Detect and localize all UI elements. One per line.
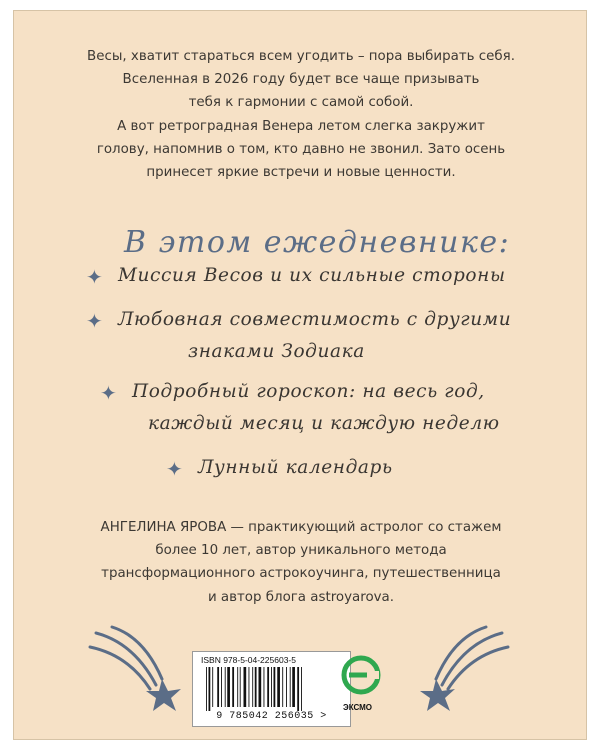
barcode-bar xyxy=(221,667,222,707)
barcode-bar xyxy=(264,667,265,707)
barcode-bar xyxy=(212,667,213,707)
intro-line: Вселенная в 2026 году будет все чаще призывать xyxy=(122,72,480,88)
author-line: и автор блога astroyarova. xyxy=(207,589,395,605)
list-item-continuation: знаками Зодиака xyxy=(188,341,365,362)
book-back-cover xyxy=(13,10,587,740)
barcode-digits: 9 785042 256035 > xyxy=(216,711,327,722)
isbn-barcode xyxy=(192,651,351,727)
list-item: Подробный гороскоп: на весь год, xyxy=(132,381,485,402)
contents-list xyxy=(14,11,587,511)
intro-line: голову, напомнив о том, кто давно не звонил. Зато осень xyxy=(96,141,506,157)
list-item: Лунный календарь xyxy=(198,457,393,478)
barcode-bar xyxy=(240,667,241,707)
barcode-bar xyxy=(290,667,291,707)
intro-line: Весы, хватит стараться всем угодить – пора выбирать себя. xyxy=(87,49,515,64)
barcode-bar xyxy=(227,667,230,707)
barcode-bar xyxy=(232,667,234,707)
barcode-bar xyxy=(297,667,299,711)
barcode-bar xyxy=(244,667,247,707)
list-item: Миссия Весов и их сильные стороны xyxy=(118,265,506,286)
barcode-bar xyxy=(274,667,276,707)
contents-heading: В этом ежедневнике: xyxy=(124,225,511,260)
barcode-bar xyxy=(217,667,219,707)
barcode-bar xyxy=(206,667,207,711)
author-line: более 10 лет, автор уникального метода xyxy=(155,543,447,559)
barcode-bar xyxy=(271,667,272,707)
four-point-star-icon: ✦ xyxy=(100,381,118,405)
four-point-star-icon: ✦ xyxy=(86,265,104,289)
shooting-star-right-icon xyxy=(394,623,514,723)
intro-line: принесет яркие встречи и новые ценности. xyxy=(146,165,456,181)
barcode-bar xyxy=(225,667,226,707)
eksmo-logo xyxy=(341,653,381,727)
four-point-star-icon: ✦ xyxy=(86,309,104,333)
shooting-star-left-icon xyxy=(84,623,204,723)
barcode-bar xyxy=(255,667,257,707)
barcode-bar xyxy=(292,667,295,707)
author-bio xyxy=(14,516,587,609)
list-item-continuation: каждый месяц и каждую неделю xyxy=(148,413,500,434)
barcode-bar xyxy=(237,667,238,707)
barcode-bar xyxy=(301,667,302,711)
barcode-bar xyxy=(209,667,211,711)
author-line: трансформационного астрокоучинга, путешественница xyxy=(101,566,501,582)
barcode-bar xyxy=(259,667,262,707)
isbn-number: ISBN 978-5-04-225603-5 xyxy=(201,655,296,665)
author-line: АНГЕЛИНА ЯРОВА — практикующий астролог со стажем xyxy=(100,520,502,535)
intro-line: А вот ретроградная Венера летом слегка закружит xyxy=(117,118,485,134)
barcode-bar xyxy=(277,667,280,707)
publisher-name: ЭКСМО xyxy=(343,703,373,712)
barcode-bars xyxy=(206,667,340,711)
barcode-bar xyxy=(252,667,253,707)
intro-line: тебя к гармонии с самой собой. xyxy=(188,95,414,111)
list-item: Любовная совместимость с другими xyxy=(118,309,512,330)
barcode-bar xyxy=(267,667,269,707)
barcode-bar xyxy=(282,667,283,707)
barcode-bar xyxy=(286,667,287,707)
barcode-bar xyxy=(249,667,250,707)
four-point-star-icon: ✦ xyxy=(166,457,184,481)
